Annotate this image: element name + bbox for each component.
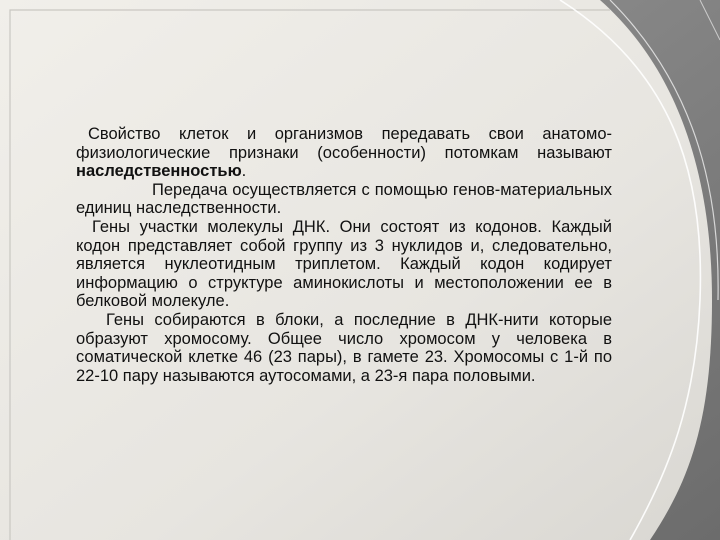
paragraph1-end: . [241,162,247,181]
heredity-term: наследственностью [76,162,242,181]
paragraph-transmission: Передача осуществляется с помощью генов-материальных единиц наследственности. [76,180,612,218]
slide-body-text [76,125,612,385]
paragraph1-text: Свойство клеток и организмов передавать свои анатомо-физиологические признаки (особенности) потомкам называют [76,125,612,162]
paragraph-chromosomes: Гены собираются в блоки, а последние в ДНК-нити которые образуют хромосому. Общее число хромосом у человека в соматической клетке 46 (23 пары), в гамете 23. Хромосомы с 1-й по 22-10 пару называются аутосомами, а 23-я пара половыми. [76,310,612,385]
paragraph-heredity-definition [76,125,612,181]
paragraph-genes-codons: Гены участки молекулы ДНК. Они состоят из кодонов. Каждый кодон представляет собой группу из 3 нуклидов и, следовательно, является нуклеотидным триплетом. Каждый кодон кодирует информацию о структуре аминокислоты и местоположении ее в белковой молекуле. [76,217,612,311]
